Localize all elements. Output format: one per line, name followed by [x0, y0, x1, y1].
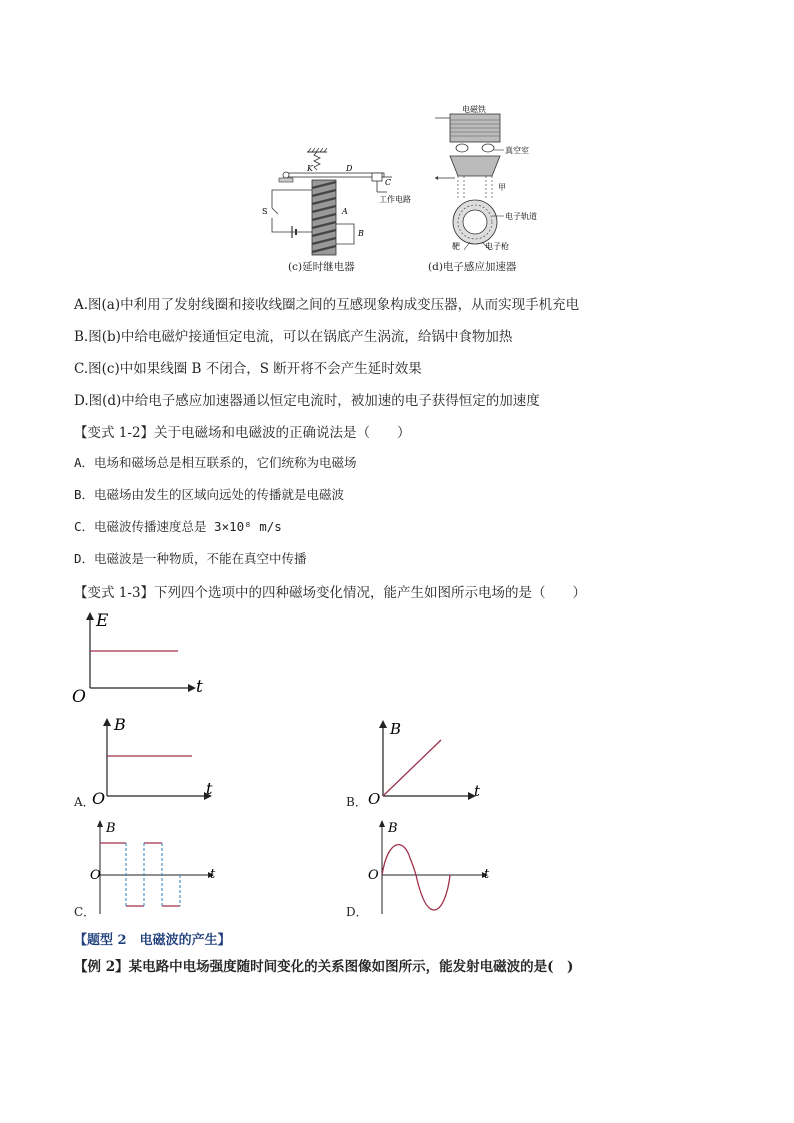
figure-d-caption: (d)电子感应加速器	[428, 261, 517, 273]
option-1-3-a-label: A．	[74, 795, 95, 809]
option-1-1-a: A.图(a)中利用了发射线圈和接收线圈之间的互感现象构成变压器，从而实现手机充电	[74, 297, 580, 313]
label-D: D	[346, 164, 353, 173]
figure-c-relay	[262, 140, 422, 260]
option-1-2-d: D．电磁波是一种物质，不能在真空中传播	[74, 551, 307, 566]
label-K: K	[307, 164, 313, 173]
question-1-2-stem: 【变式 1-2】关于电磁场和电磁波的正确说法是（ ）	[74, 425, 411, 441]
label-target: 靶	[452, 242, 460, 251]
option-1-2-a: A．电场和磁场总是相互联系的，它们统称为电磁场	[74, 455, 357, 470]
section-heading: 【题型 2 电磁波的产生】	[74, 933, 231, 948]
axis-y-B: B	[114, 715, 126, 734]
axis-x-t: t	[210, 867, 216, 882]
label-gun: 电子枪	[485, 242, 509, 251]
axis-x-t: t	[206, 779, 213, 798]
example-2-stem: 【例 2】某电路中电场强度随时间变化的关系图像如图所示，能发射电磁波的是( )	[74, 959, 574, 975]
graph-option-b	[368, 716, 488, 811]
axis-y-B: B	[106, 821, 116, 836]
axis-y-B: B	[390, 720, 402, 738]
axis-x-t: t	[474, 782, 481, 800]
origin-O: O	[72, 687, 86, 703]
label-orbit: 电子轨道	[505, 212, 537, 221]
question-1-3-stem: 【变式 1-3】下列四个选项中的四种磁场变化情况，能产生如图所示电场的是（ ）	[74, 585, 587, 601]
label-C: C	[385, 178, 392, 187]
option-1-3-d-label: D．	[346, 905, 368, 919]
option-1-1-b: B.图(b)中给电磁炉接通恒定电流，可以在锅底产生涡流，给锅中食物加热	[74, 329, 513, 345]
option-1-2-c: C．电磁波传播速度总是 3×10⁸ m/s	[74, 519, 282, 534]
graph-e-t	[70, 608, 210, 703]
option-1-3-b-label: B．	[346, 795, 367, 809]
origin-O: O	[92, 789, 106, 808]
origin-O: O	[90, 868, 101, 883]
label-S: S	[262, 207, 268, 216]
graph-option-a	[92, 714, 222, 809]
graph-option-d	[366, 818, 496, 918]
label-jia: 甲	[498, 183, 506, 192]
label-magnet: 电磁铁	[462, 105, 486, 114]
axis-y-E: E	[96, 611, 109, 631]
option-1-2-b: B．电磁场由发生的区域向远处的传播就是电磁波	[74, 487, 345, 502]
figure-c-caption: (c)延时继电器	[288, 261, 355, 273]
option-1-1-d: D.图(d)中给电子感应加速器通以恒定电流时，被加速的电子获得恒定的加速度	[74, 393, 540, 409]
graph-option-c	[90, 818, 220, 918]
axis-x-t: t	[484, 867, 490, 882]
label-vacuum: 真空室	[505, 146, 529, 155]
axis-x-t: t	[196, 677, 203, 697]
option-1-3-c-label: C．	[74, 905, 96, 919]
label-B: B	[358, 229, 364, 238]
label-A: A	[342, 207, 348, 216]
axis-y-B: B	[388, 821, 398, 836]
origin-O: O	[368, 868, 379, 883]
option-1-1-c: C.图(c)中如果线圈 B 不闭合，S 断开将不会产生延时效果	[74, 361, 422, 377]
origin-O: O	[368, 790, 381, 808]
figure-d-accelerator	[430, 104, 550, 260]
label-circuit: 工作电路	[379, 195, 411, 204]
